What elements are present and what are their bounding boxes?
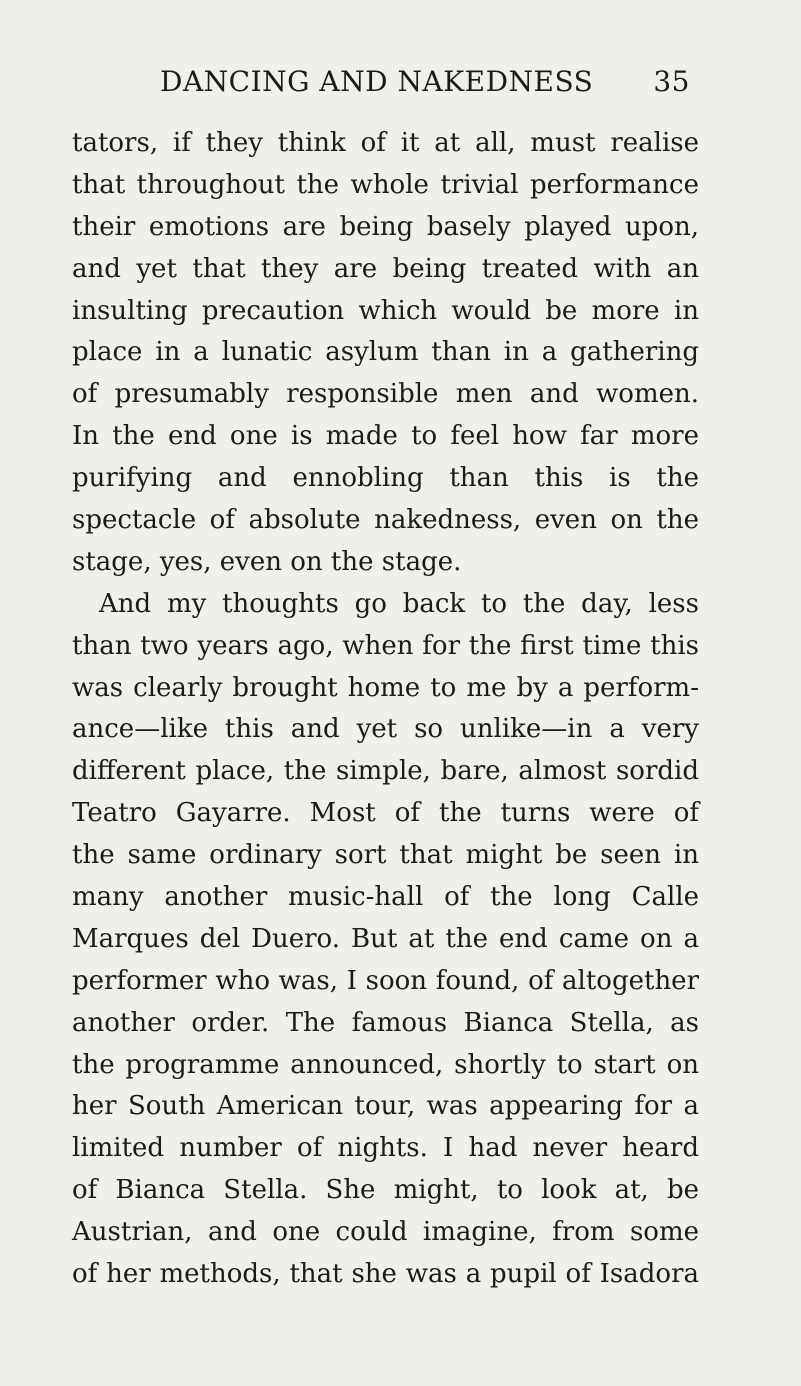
text-line: her South American tour, was appearing for a xyxy=(72,1091,699,1122)
text-line: of her methods, that she was a pupil of Isadora xyxy=(72,1259,699,1290)
page-number: 35 xyxy=(653,65,690,98)
text-line: In the end one is made to feel how far more xyxy=(72,421,699,452)
text-line: of Bianca Stella. She might, to look at, be xyxy=(72,1175,699,1206)
text-line: the programme announced, shortly to start on xyxy=(72,1049,699,1080)
text-line: was clearly brought home to me by a perform- xyxy=(72,672,699,703)
running-head xyxy=(160,62,690,102)
body-text xyxy=(72,123,699,1296)
running-title: DANCING AND NAKEDNESS xyxy=(160,65,594,98)
text-line: limited number of nights. I had never heard xyxy=(72,1133,699,1164)
paragraph-start-line: And my thoughts go back to the day, less xyxy=(99,588,699,619)
text-line: Austrian, and one could imagine, from some xyxy=(72,1217,699,1248)
text-line: another order. The famous Bianca Stella, as xyxy=(72,1007,699,1038)
text-line: of presumably responsible men and women. xyxy=(72,379,699,410)
text-line: tators, if they think of it at all, must realise xyxy=(72,128,699,158)
text-line: insulting precaution which would be more in xyxy=(72,295,699,326)
text-line: that throughout the whole trivial performance xyxy=(72,169,699,200)
text-line: Marques del Duero. But at the end came on a xyxy=(72,923,699,954)
text-line: place in a lunatic asylum than in a gathering xyxy=(72,337,699,368)
text-line: performer who was, I soon found, of altogether xyxy=(72,965,699,996)
text-line: different place, the simple, bare, almost sordid xyxy=(72,756,699,787)
text-line: spectacle of absolute nakedness, even on the xyxy=(72,505,699,536)
text-line: many another music-hall of the long Calle xyxy=(72,882,699,913)
text-line: and yet that they are being treated with an xyxy=(72,253,699,284)
text-line: their emotions are being basely played upon, xyxy=(72,211,699,242)
text-line: than two years ago, when for the first time this xyxy=(72,630,699,661)
text-line: purifying and ennobling than this is the xyxy=(72,463,699,494)
text-line: the same ordinary sort that might be seen in xyxy=(72,840,699,871)
text-line: Teatro Gayarre. Most of the turns were of xyxy=(72,798,699,829)
text-line: ance—like this and yet so unlike—in a very xyxy=(72,714,699,745)
paragraph-end-line: stage, yes, even on the stage. xyxy=(72,546,462,577)
